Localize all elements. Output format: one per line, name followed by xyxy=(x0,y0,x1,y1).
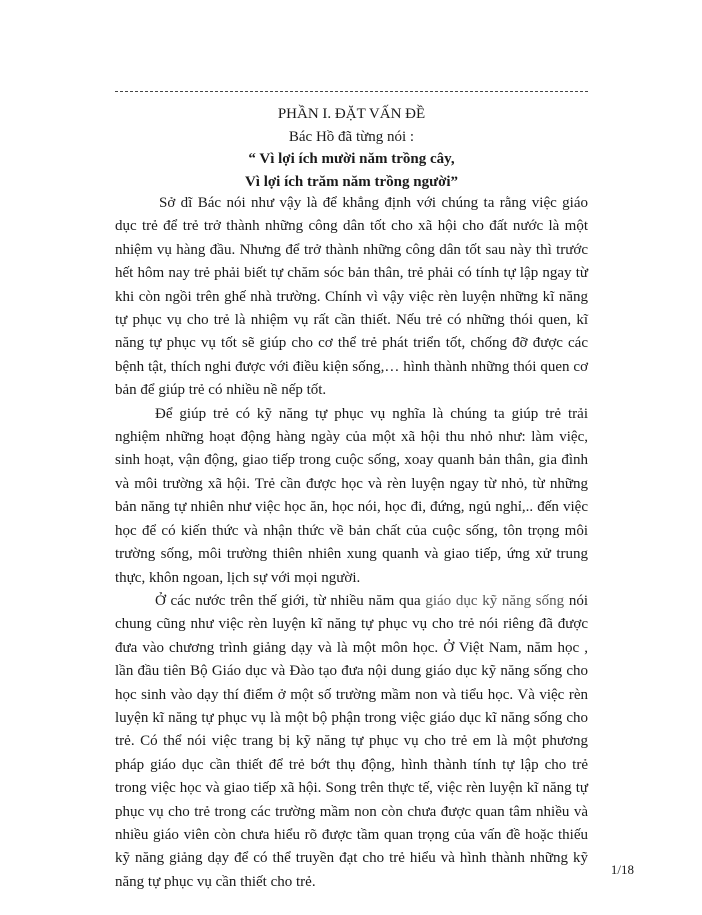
quote-line-2: Vì lợi ích trăm năm trồng người” xyxy=(244,174,459,190)
paragraph-3-start: Ở các nước trên thế giới, từ nhiều năm qua xyxy=(155,592,426,609)
intro-line: Bác Hồ đã từng nói : xyxy=(288,129,415,145)
paragraph-3-rest: nói chung cũng như việc rèn luyện kĩ năng tự phục vụ cho trẻ nói riêng đã được đưa vào chương trình giảng dạy và là một môn học. Ở Việt Nam, năm học , lần đầu tiên Bộ Giáo dục và Đào tạo đưa nội dung giáo dục kỹ năng sống cho học sinh vào dạy thí điểm ở một số trường mầm non và tiểu học. Và việc rèn luyện kĩ năng tự phục vụ là một bộ phận trong việc giáo dục kĩ năng sống cho trẻ. Có thể nói việc trang bị kỹ năng tự phục vụ cho trẻ em là một phương pháp giáo dục cần thiết để trẻ bớt thụ động, hình thành tính tự lập cho trẻ trong việc học và giao tiếp xã hội. Song trên thực tế, việc rèn luyện kĩ năng tự phục vụ cho trẻ trong các trường mầm non còn chưa được quan tâm nhiều và nhiều giáo viên còn chưa hiểu rõ được tầm quan trọng của vấn đề hoặc thiếu kỹ năng giảng dạy để có thể truyền đạt cho trẻ hiểu và hình thành những kỹ năng tự phục vụ cần thiết cho trẻ. xyxy=(115,592,588,890)
page-number: 1/18 xyxy=(610,862,634,877)
section-title: PHẦN I. ĐẶT VẤN ĐỀ xyxy=(277,106,426,122)
quote-line-1: “ Vì lợi ích mười năm trồng cây, xyxy=(248,151,455,167)
body-text xyxy=(115,192,588,894)
header-divider xyxy=(115,91,588,92)
paragraph-2: Để giúp trẻ có kỹ năng tự phục vụ nghĩa là chúng ta giúp trẻ trải nghiệm những hoạt động hàng ngày của một xã hội thu nhỏ như: làm việc, sinh hoạt, vận động, giao tiếp trong cuộc sống, xoay quanh bản thân, gia đình và môi trường xã hội. Trẻ cần được học và rèn luyện ngay từ nhỏ, từ những bản năng tự nhiên như việc học ăn, học nói, học đi, đứng, ngủ nghỉ,.. đến việc học để có kiến thức và nhận thức về bản chất của cuộc sống, tôn trọng môi trường sống, môi trường thiên nhiên xung quanh và giao tiếp, ứng xử trung thực, khôn ngoan, lịch sự với mọi người. xyxy=(115,405,588,586)
paragraph-1: Sở dĩ Bác nói như vậy là để khẳng định với chúng ta rằng việc giáo dục trẻ để trẻ trở thành những công dân tốt cho xã hội cho đất nước là một nhiệm vụ hàng đầu. Nhưng để trở thành những công dân tốt sau này thì trước hết hôm nay trẻ phải biết tự chăm sóc bản thân, trẻ phải có tính tự lập ngay từ khi còn ngồi trên ghế nhà trường. Chính vì vậy việc rèn luyện những kĩ năng tự phục vụ cho trẻ là nhiệm vụ rất cần thiết. Nếu trẻ có những thói quen, kĩ năng tự phục vụ tốt sẽ giúp cho cơ thể trẻ phát triển tốt, chống đỡ được các bệnh tật, thích nghi được với điều kiện sống,… hình thành những thói quen cơ bản để giúp trẻ có nhiều nề nếp tốt. xyxy=(115,195,588,399)
paragraph-3 xyxy=(115,590,588,894)
life-skills-link[interactable]: giáo dục kỹ năng sống xyxy=(425,592,565,609)
